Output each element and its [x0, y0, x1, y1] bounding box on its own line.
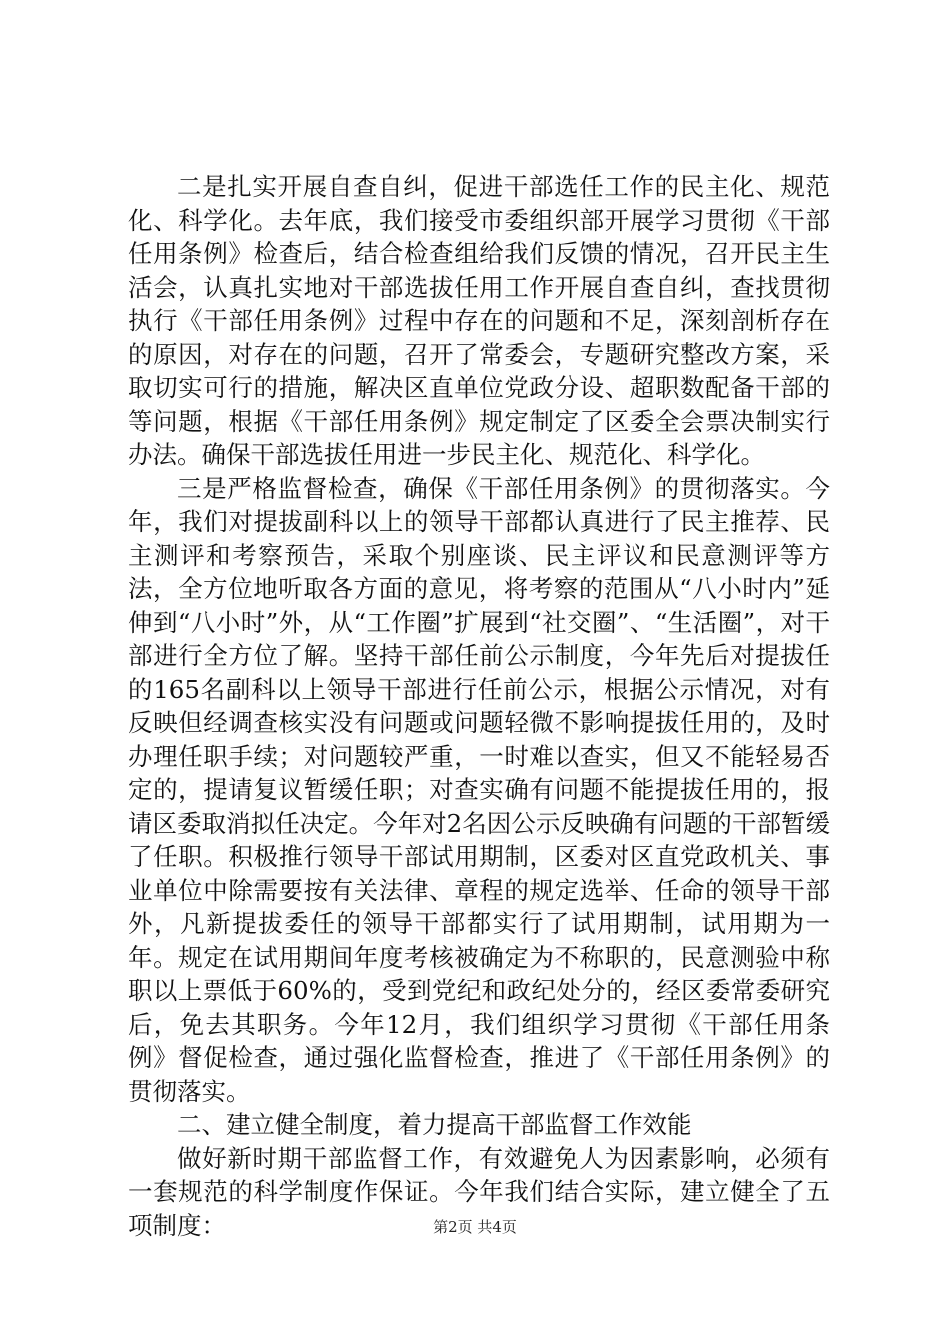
section-heading-system-building: 二、建立健全制度，着力提高干部监督工作效能 — [177, 1110, 692, 1139]
paragraph-supervision-check: 三是严格监督检查，确保《干部任用条例》的贯彻落实。今年，我们对提拔副科以上的领导干部都认真进行了民主推荐、民主测评和考察预告，采取个别座谈、民主评议和民意测评等方法，全方位地听取各方面的意见，将考察的范围从“八小时内”延伸到“八小时”外，从“工作圈”扩展到“社交圈”、“生活圈”，对干部进行全方位了解。坚持干部任前公示制度，今年先后对提拔任的165名副科以上领导干部进行任前公示，根据公示情况，对有反映但经调查核实没有问题或问题轻微不影响提拔任用的，及时办理任职手续；对问题较严重，一时难以查实，但又不能轻易否定的，提请复议暂缓任职；对查实确有问题不能提拔任用的，报请区委取消拟任决定。今年对2名因公示反映确有问题的干部暂缓了任职。积极推行领导干部试用期制，区委对区直党政机关、事业单位中除需要按有关法律、章程的规定选举、任命的领导干部外，凡新提拔委任的领导干部都实行了试用期制，试用期为一年。规定在试用期间年度考核被确定为不称职的，民意测验中称职以上票低于60%的，受到党纪和政纪处分的，经区委常委研究后，免去其职务。今年12月，我们组织学习贯彻《干部任用条例》督促检查，通过强化监督检查，推进了《干部任用条例》的贯彻落实。 — [128, 473, 830, 1106]
paragraph-self-inspection: 二是扎实开展自查自纠，促进干部选任工作的民主化、规范化、科学化。去年底，我们接受市委组织部开展学习贯彻《干部任用条例》检查后，结合检查组给我们反馈的情况，召开民主生活会，认真扎实地对干部选拔任用工作开展自查自纠，查找贯彻执行《干部任用条例》过程中存在的问题和不足，深刻剖析存在的原因，对存在的问题，召开了常委会，专题研究整改方案，采取切实可行的措施，解决区直单位党政分设、超职数配备干部的等问题，根据《干部任用条例》规定制定了区委全会票决制实行办法。确保干部选拔任用进一步民主化、规范化、科学化。 — [128, 172, 830, 469]
document-body — [128, 170, 830, 1242]
page-footer: 第2页 共4页 — [433, 1218, 517, 1236]
paragraph-five-systems: 做好新时期干部监督工作，有效避免人为因素影响，必须有一套规范的科学制度作保证。今年我们结合实际，建立健全了五项制度： — [128, 1143, 830, 1240]
